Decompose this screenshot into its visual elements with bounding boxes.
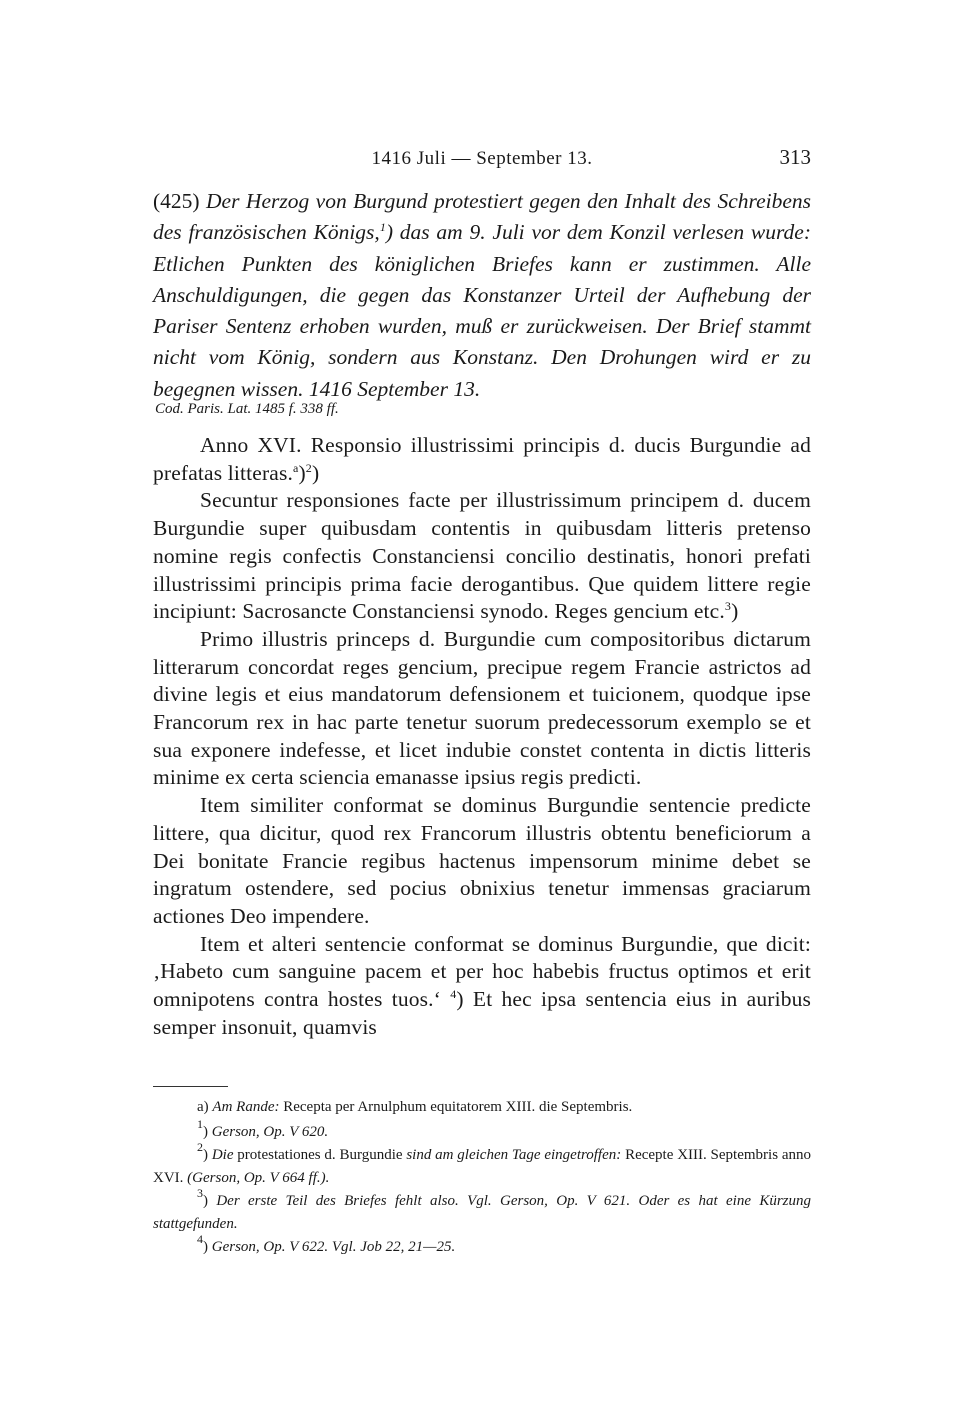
footnote-3-text: Der erste Teil des Briefes fehlt also. Vgl. Gerson, Op. V 621. Oder es hat eine Kürzung stattgefunden.: [153, 1193, 811, 1232]
footnote-4-label: 4: [197, 1232, 203, 1246]
footnote-1: $^1$) Gerson, Op. V 620.: [197, 1117, 329, 1140]
footnote-ref-1: 1: [379, 220, 386, 235]
page-number: 313: [779, 145, 811, 169]
footnote-ref-a: a: [293, 460, 299, 475]
footnote-ref-3: 3: [724, 599, 732, 614]
footnote-2-text-2: Recepte XIII. Septembris anno XVI.: [153, 1147, 812, 1186]
footnote-divider: [153, 1086, 228, 1087]
footnote-3: $^3$) Der erste Teil des Briefes fehlt also. Vgl. Gerson, Op. V 621. Oder es hat eine Kürzung stattgefunden.: [153, 1186, 811, 1232]
footnote-a-italic: Am Rande:: [212, 1099, 280, 1115]
abstract-text: Der Herzog von Burgund protestiert gegen den Inhalt des Schreibens des französischen Königs,: [153, 189, 812, 245]
abstract-text-2: das am 9. Juli vor dem Konzil verlesen wurde: Etlichen Punkten des königlichen Briefes kann er zustimmen. Alle Anschuldigungen, die gegen das Konstanzer Urteil der Aufhebung der Pariser Sentenz erhoben wurden, muß er zurückweisen. Der Brief stammt nicht vom König, sondern aus Konstanz. Den Drohungen wird er zu begegnen wissen.: [153, 220, 811, 401]
footnote-ref-4: 4: [450, 987, 457, 1002]
document-body: [153, 432, 811, 1041]
footnote-a: [153, 1096, 811, 1119]
paragraph-4-text: Item et alteri sentencie conformat se dominus Burgundie, que dicit: ‚Habeto cum sanguine pacem et per hoc habebis fructus optimos et erit omnipotens contra hostes tuos.‘: [153, 931, 811, 1012]
footnote-3-label: 3: [197, 1186, 203, 1200]
footnotes: [153, 1096, 811, 1259]
paragraph-1: Secuntur responsiones facte per illustrissimum principem d. ducem Burgundie super quibusdam contentis in quibusdam litteris pretenso nomine regis confectis Constanciensi concilio destinatis, honori prefati illustrissimi principis prima facie derogantibus. Que quidem littere regie incipiunt: Sacrosancte Constanciensi synodo. Reges gencium etc.$^3$): [153, 488, 811, 624]
footnote-2-italic-2: sind am gleichen Tage eingetroffen:: [406, 1147, 622, 1163]
footnote-2-text-1: protestationes d. Burgundie: [237, 1147, 403, 1163]
running-title: 1416 Juli — September 13.: [371, 148, 593, 169]
footnote-4: $^4$) Gerson, Op. V 622. Vgl. Job 22, 21—25.: [197, 1232, 456, 1255]
footnote-4-text: Gerson, Op. V 622. Vgl. Job 22, 21—25.: [211, 1239, 456, 1255]
footnote-1-label: 1: [197, 1117, 203, 1131]
footnote-2-italic-1: Die: [211, 1147, 234, 1163]
abstract-date: 1416 September 13.: [308, 376, 481, 401]
paragraph-4: Item et alteri sentencie conformat se dominus Burgundie, que dicit: ‚Habeto cum sanguine pacem et per hoc habebis fructus optimos et erit omnipotens contra hostes tuos.‘ $^4$) Et hec ipsa sentencia eius in auribus semper insonuit, quamvis: [153, 931, 812, 1039]
source-reference: Cod. Paris. Lat. 1485 f. 338 ff.: [155, 401, 339, 417]
regest-abstract: [153, 186, 811, 405]
document-title: Anno XVI. Responsio illustrissimi principis d. ducis Burgundie ad prefatas litteras.$^a$)$^2$): [153, 433, 811, 485]
footnote-a-label: a): [197, 1099, 209, 1115]
running-head: [153, 145, 811, 173]
paragraph-3: Item similiter conformat se dominus Burgundie sentencie predicte littere, qua dicitur, quod rex Francorum illustris obtentu beneficiorum a Dei bonitate Francie regibus hactenus impensorum minime debet se ingratum ostendere, sed pocius obnixius tenetur immensas graciarum actiones Deo impendere.: [153, 793, 811, 928]
footnote-1-text: Gerson, Op. V 620.: [211, 1124, 329, 1140]
document-number: (425): [153, 189, 200, 213]
footnote-ref-2: 2: [305, 460, 312, 475]
abstract-paragraph: (425) Der Herzog von Burgund protestiert gegen den Inhalt des Schreibens des französischen Königs,$^1$) das am 9. Juli vor dem Konzil verlesen wurde: Etlichen Punkten des königlichen Briefes kann er zustimmen. Alle Anschuldigungen, die gegen das Konstanzer Urteil der Aufhebung der Pariser Sentenz erhoben wurden, muß er zurückweisen. Der Brief stammt nicht vom König, sondern aus Konstanz. Den Drohungen wird er zu begegnen wissen. 1416 September 13.: [153, 189, 812, 401]
footnote-2-italic-3: (Gerson, Op. V 664 ff.).: [187, 1170, 330, 1186]
title-text: Anno XVI. Responsio illustrissimi principis d. ducis Burgundie ad prefatas litteras.: [153, 433, 811, 485]
footnote-a-text: Recepta per Arnulphum equitatorem XIII. die Septembris.: [283, 1099, 633, 1115]
paragraph-1-text: Secuntur responsiones facte per illustrissimum principem d. ducem Burgundie super quibusdam contentis in quibusdam litteris pretenso nomine regis confectis Constanciensi concilio destinatis, honori prefati illustrissimi principis prima facie derogantibus. Que quidem littere regie incipiunt: Sacrosancte Constanciensi synodo. Reges gencium etc.: [153, 488, 811, 624]
footnote-2-label: 2: [197, 1140, 203, 1154]
paragraph-2: Primo illustris princeps d. Burgundie cum compositoribus dictarum litterarum concordat reges gencium, precipue regem Francie astrictos ad divine legis et eius mandatorum defensionem et tuicionem, quodque ipse Francorum rex in hac parte tenetur suorum predecessorum exemplo se et sua exponere indefesse, et licet indubie constet contenta in dictis litteris minime ex certa sciencia emanasse ipsius regis predicti.: [153, 626, 811, 790]
footnote-2: $^2$) Die protestationes d. Burgundie sind am gleichen Tage eingetroffen: Recepte XIII. Septembris anno XVI. (Gerson, Op. V 664 ff.).: [153, 1140, 812, 1186]
paragraph-4-text-2: Et hec ipsa sentencia eius in auribus semper insonuit, quamvis: [153, 987, 812, 1039]
